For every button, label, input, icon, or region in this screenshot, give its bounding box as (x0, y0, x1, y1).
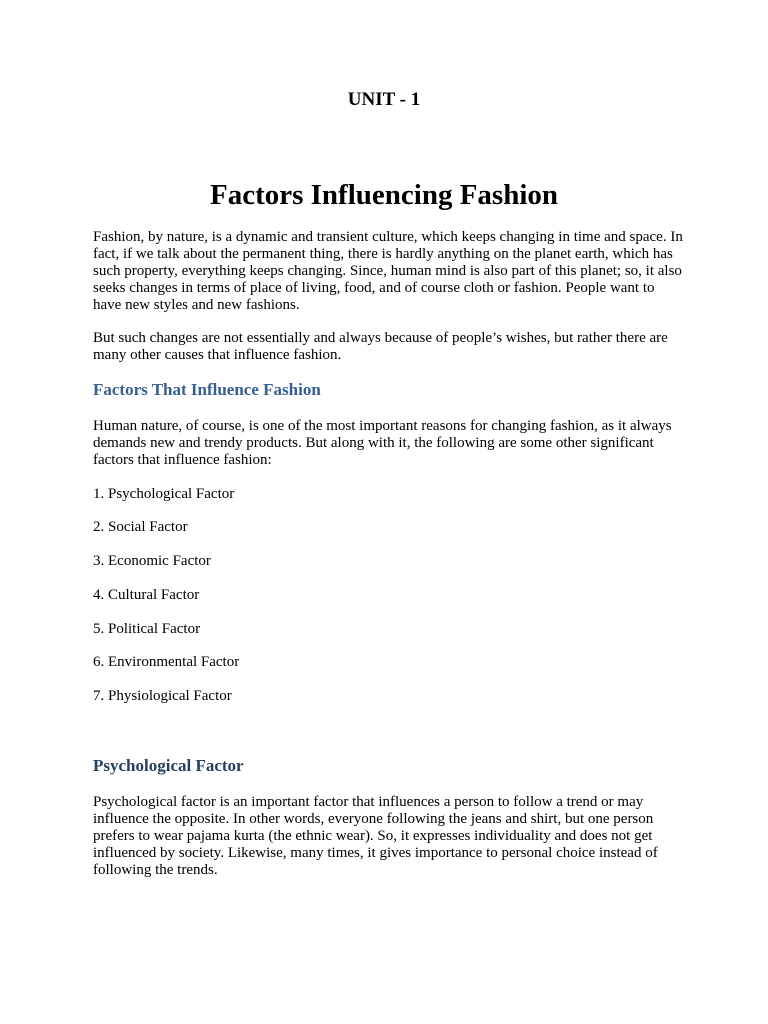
list-item: 6. Environmental Factor (93, 654, 240, 670)
psychological-section-heading: Psychological Factor (93, 756, 244, 775)
psychological-section-paragraph: Psychological factor is an important factor that influences a person to follow a trend or may influence the opposite. In other words, everyone following the jeans and shirt, but one person prefers to wear pajama kurta (the ethnic wear). So, it expresses individuality and does not get influenced by society. Likewise, many times, it gives importance to personal choice instead of following the trends. (93, 794, 658, 878)
page-title: Factors Influencing Fashion (209, 179, 559, 211)
list-item: 7. Physiological Factor (93, 688, 232, 704)
list-item: 5. Political Factor (93, 621, 201, 637)
list-item: 4. Cultural Factor (93, 587, 200, 603)
list-item: 2. Social Factor (93, 519, 188, 535)
unit-label: UNIT - 1 (347, 89, 421, 110)
list-item: 1. Psychological Factor (93, 486, 235, 502)
intro-paragraph-1: Fashion, by nature, is a dynamic and transient culture, which keeps changing in time and space. In fact, if we talk about the permanent thing, there is hardly anything on the planet earth, which has such property, everything keeps changing. Since, human mind is also part of this planet; so, it also seeks changes in terms of place of living, food, and of course cloth or fashion. People want to have new styles and new fashions. (93, 229, 683, 313)
list-item: 3. Economic Factor (93, 553, 211, 569)
intro-paragraph-2: But such changes are not essentially and always because of people’s wishes, but rather there are many other causes that influence fashion. (93, 330, 668, 363)
factors-section-heading: Factors That Influence Fashion (93, 380, 321, 399)
factors-section-paragraph: Human nature, of course, is one of the most important reasons for changing fashion, as it always demands new and trendy products. But along with it, the following are some other significant factors that influence fashion: (93, 418, 672, 468)
